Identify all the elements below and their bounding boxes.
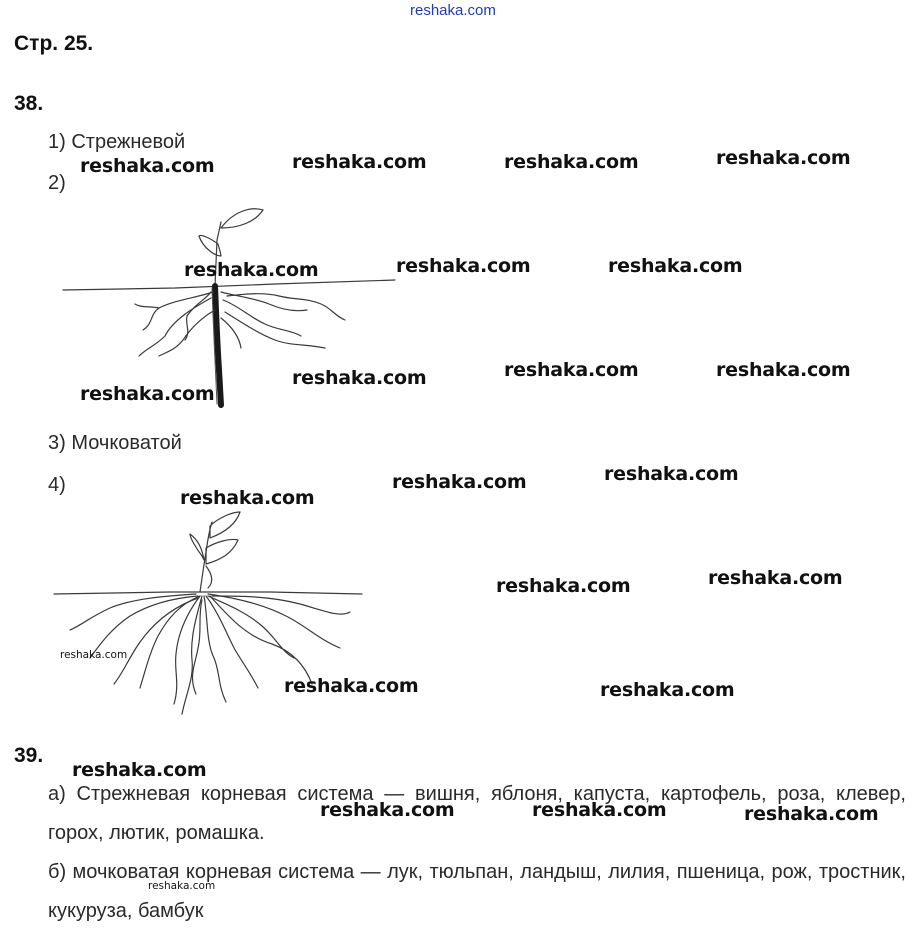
task-38-number: 38. [14, 92, 44, 115]
watermark: reshaka.com [320, 799, 455, 821]
watermark: reshaka.com [184, 259, 319, 281]
watermark: reshaka.com [180, 487, 315, 509]
page-label: Стр. 25. [14, 32, 94, 55]
task-39-answer-b: б) мочковатая корневая система — лук, тюльпан, ландыш, лилия, пшеница, рож, тростник, кукуруза, бамбук [48, 861, 906, 922]
watermark: reshaka.com [600, 679, 735, 701]
task-38-answer-3: 3) Мочковатой [48, 432, 182, 454]
site-link[interactable]: reshaka.com [410, 2, 496, 19]
watermark: reshaka.com [532, 799, 667, 821]
task-39-number: 39. [14, 744, 44, 767]
watermark: reshaka.com [504, 359, 639, 381]
watermark: reshaka.com [396, 255, 531, 277]
watermark: reshaka.com [392, 471, 527, 493]
watermark: reshaka.com [716, 359, 851, 381]
watermark: reshaka.com [708, 567, 843, 589]
watermark: reshaka.com [604, 463, 739, 485]
watermark: reshaka.com [716, 147, 851, 169]
watermark: reshaka.com [72, 759, 207, 781]
watermark: reshaka.com [148, 880, 216, 892]
watermark: reshaka.com [60, 649, 128, 661]
watermark: reshaka.com [504, 151, 639, 173]
watermark: reshaka.com [284, 675, 419, 697]
watermark: reshaka.com [292, 367, 427, 389]
watermark: reshaka.com [496, 575, 631, 597]
watermark: reshaka.com [292, 151, 427, 173]
watermark: reshaka.com [744, 803, 879, 825]
task-38-answer-1: 1) Стрежневой [48, 131, 186, 153]
task-38-answer-4: 4) [48, 474, 66, 496]
task-39-answer-a: а) Стрежневая корневая система — вишня, яблоня, капуста, картофель, роза, клевер, горох, лютик, ромашка. [48, 783, 906, 844]
task-38-answer-2: 2) [48, 172, 66, 194]
watermark: reshaka.com [80, 383, 215, 405]
watermark: reshaka.com [80, 155, 215, 177]
watermark: reshaka.com [608, 255, 743, 277]
